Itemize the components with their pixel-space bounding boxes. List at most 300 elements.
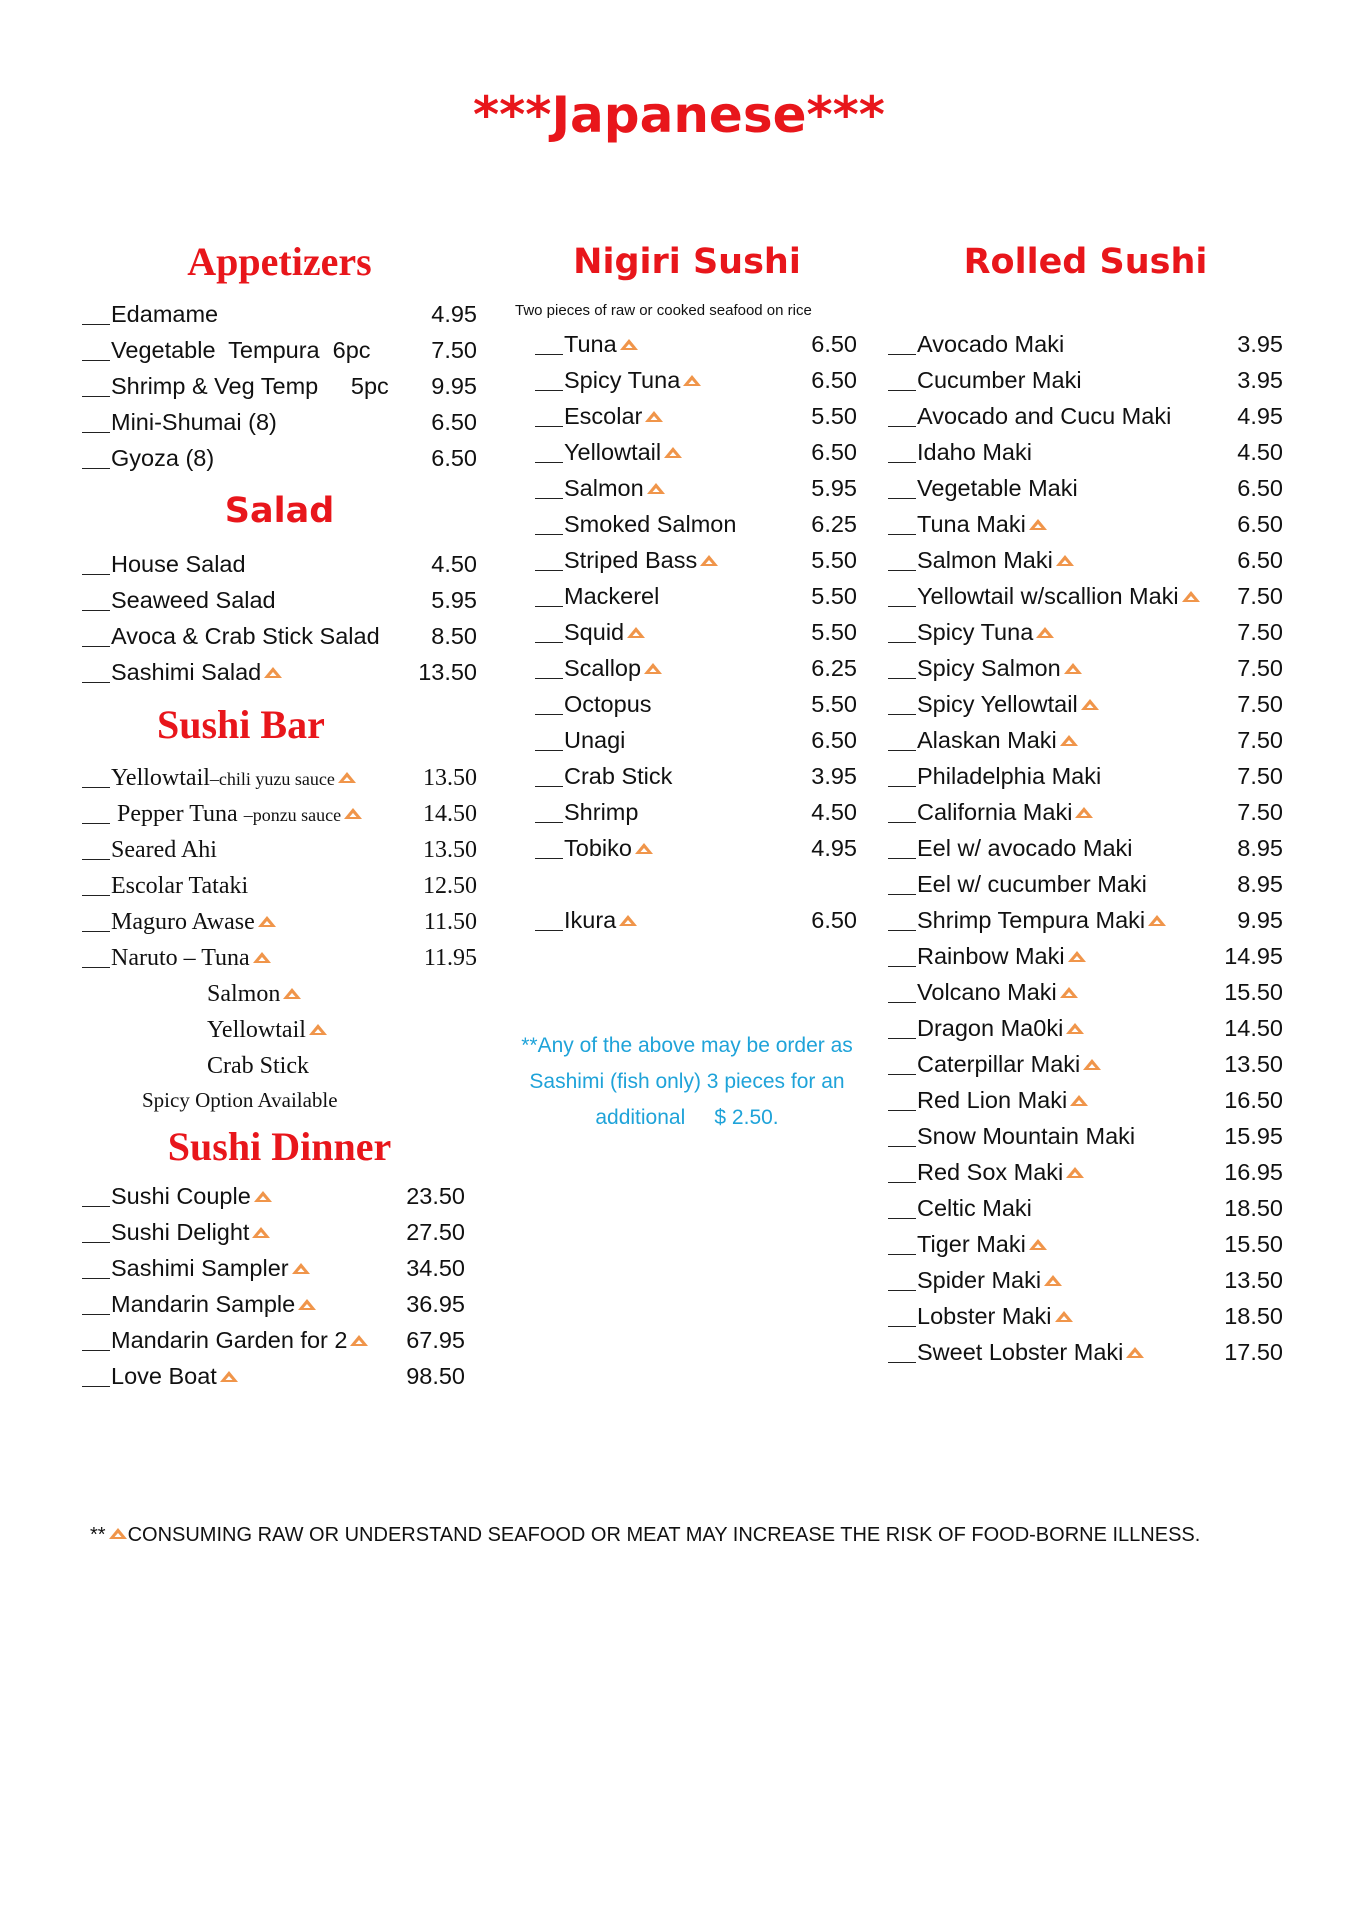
menu-item [82, 1250, 465, 1286]
naruto-option-label: Salmon [207, 981, 281, 1007]
order-blank [535, 800, 563, 823]
menu-item [888, 1010, 1283, 1046]
triangle-warning-icon [1063, 662, 1083, 675]
item-name: Octopus [564, 691, 652, 717]
order-blank [82, 660, 110, 683]
triangle-warning-icon [634, 842, 654, 855]
item-price: 13.50 [418, 659, 477, 685]
triangle-warning-icon [1181, 590, 1201, 603]
item-name: Crab Stick [564, 763, 673, 789]
menu-item [888, 542, 1283, 578]
order-blank [888, 1160, 916, 1183]
order-blank [888, 1196, 916, 1219]
item-name: Smoked Salmon [564, 511, 737, 537]
item-price: 12.50 [423, 873, 477, 899]
item-name: Squid [564, 619, 625, 645]
order-blank [82, 1328, 110, 1351]
menu-item [82, 546, 477, 582]
item-price: 5.50 [811, 619, 857, 645]
item-name: Spider Maki [917, 1267, 1042, 1293]
item-price: 8.50 [431, 623, 477, 649]
menu-item [82, 296, 477, 332]
item-name: Avocado Maki [917, 331, 1065, 357]
naruto-option-label: Yellowtail [207, 1017, 306, 1043]
order-blank [535, 476, 563, 499]
menu-item [82, 1286, 465, 1322]
menu-item [82, 1214, 465, 1250]
item-name: Scallop [564, 655, 642, 681]
order-blank [535, 440, 563, 463]
item-price: 34.50 [406, 1255, 465, 1281]
order-blank [535, 836, 563, 859]
triangle-warning-icon [1028, 518, 1048, 531]
menu-item [888, 1334, 1283, 1370]
triangle-warning-icon [699, 554, 719, 567]
item-price: 18.50 [1224, 1303, 1283, 1329]
order-blank [82, 801, 110, 824]
triangle-warning-icon [308, 1023, 328, 1036]
menu-item [82, 440, 477, 476]
item-name: Spicy Tuna [917, 619, 1034, 645]
order-blank [888, 836, 916, 859]
menu-item [82, 582, 477, 618]
order-blank [535, 332, 563, 355]
item-name: Spicy Tuna [564, 367, 681, 393]
order-blank [82, 588, 110, 611]
triangle-warning-icon [644, 410, 664, 423]
menu-item [888, 614, 1283, 650]
item-name: Escolar [564, 403, 643, 429]
triangle-warning-icon [219, 1370, 239, 1383]
order-blank [535, 692, 563, 715]
item-name: Mandarin Garden for 2 [111, 1327, 348, 1353]
item-name: Eel w/ cucumber Maki [917, 871, 1147, 897]
order-blank [535, 368, 563, 391]
nigiri-subtitle: Two pieces of raw or cooked seafood on rice [515, 302, 812, 319]
item-name: Red Lion Maki [917, 1087, 1068, 1113]
triangle-warning-icon [1080, 698, 1100, 711]
order-blank [535, 620, 563, 643]
menu-item [82, 796, 477, 832]
item-name: Tuna [564, 331, 617, 357]
item-name: Cucumber Maki [917, 367, 1082, 393]
item-price: 14.50 [423, 801, 477, 827]
item-price: 8.95 [1237, 835, 1283, 861]
item-price: 7.50 [1237, 619, 1283, 645]
item-price: 9.95 [431, 373, 477, 399]
triangle-warning-icon [1067, 950, 1087, 963]
menu-item [888, 506, 1283, 542]
menu-item [888, 938, 1283, 974]
item-name: Seaweed Salad [111, 587, 276, 613]
item-price: 7.50 [431, 337, 477, 363]
triangle-warning-icon [1035, 626, 1055, 639]
menu-item [82, 332, 477, 368]
menu-item [82, 904, 477, 940]
triangle-warning-icon [253, 1190, 273, 1203]
menu-item [82, 368, 477, 404]
order-blank [82, 410, 110, 433]
order-blank [888, 548, 916, 571]
item-name: Avocado and Cucu Maki [917, 403, 1172, 429]
order-blank [82, 1364, 110, 1387]
spicy-option-note: Spicy Option Available [142, 1088, 338, 1112]
order-blank [888, 620, 916, 643]
order-blank [535, 908, 563, 931]
menu-item [888, 1154, 1283, 1190]
item-price: 3.95 [1237, 367, 1283, 393]
menu-item [535, 398, 857, 434]
menu-item [888, 1298, 1283, 1334]
order-blank [82, 945, 110, 968]
item-price: 98.50 [406, 1363, 465, 1389]
order-blank [535, 656, 563, 679]
item-price: 36.95 [406, 1291, 465, 1317]
item-name: Yellowtail w/scallion Maki [917, 583, 1179, 609]
order-blank [888, 476, 916, 499]
order-blank [888, 980, 916, 1003]
sashimi-note-line: **Any of the above may be order as [521, 1034, 853, 1057]
page-title: ***Japanese*** [473, 86, 885, 144]
item-name: Naruto – Tuna [111, 945, 250, 971]
item-price: 23.50 [406, 1183, 465, 1209]
item-price: 6.50 [431, 409, 477, 435]
item-name: Vegetable Tempura 6pc [111, 337, 371, 363]
item-name: Lobster Maki [917, 1303, 1052, 1329]
menu-item [535, 542, 857, 578]
triangle-warning-icon [682, 374, 702, 387]
menu-item [888, 650, 1283, 686]
item-name: Mandarin Sample [111, 1291, 296, 1317]
item-name: Caterpillar Maki [917, 1051, 1081, 1077]
order-blank [535, 548, 563, 571]
item-price: 6.50 [1237, 547, 1283, 573]
order-blank [888, 332, 916, 355]
item-name: Escolar Tataki [111, 873, 249, 899]
item-price: 14.95 [1224, 943, 1283, 969]
triangle-warning-icon [626, 626, 646, 639]
triangle-warning-icon [252, 951, 272, 964]
menu-item [535, 578, 857, 614]
triangle-warning-icon [1065, 1022, 1085, 1035]
order-blank [82, 873, 110, 896]
item-price: 27.50 [406, 1219, 465, 1245]
triangle-warning-icon [618, 914, 638, 927]
item-price: 8.95 [1237, 871, 1283, 897]
item-name: Eel w/ avocado Maki [917, 835, 1133, 861]
item-price: 15.50 [1224, 1231, 1283, 1257]
sashimi-note-line: Sashimi (fish only) 3 pieces for an [529, 1070, 845, 1093]
item-price: 6.25 [811, 511, 857, 537]
triangle-warning-icon [1059, 986, 1079, 999]
menu-item [888, 362, 1283, 398]
item-price: 13.50 [423, 837, 477, 863]
item-note: –chili yuzu sauce [209, 769, 335, 789]
item-name: Shrimp Tempura Maki [917, 907, 1146, 933]
item-name: Shrimp & Veg Temp 5pc [111, 373, 389, 399]
item-name: Red Sox Maki [917, 1159, 1064, 1185]
item-name: Yellowtail [564, 439, 662, 465]
item-name: Shrimp [564, 799, 639, 825]
salad-list [82, 546, 477, 690]
item-price: 4.95 [431, 301, 477, 327]
menu-item [535, 902, 857, 938]
item-price: 6.50 [811, 439, 857, 465]
menu-item [888, 902, 1283, 938]
triangle-warning-icon [257, 915, 277, 928]
item-name: California Maki [917, 799, 1073, 825]
menu-item [888, 470, 1283, 506]
triangle-warning-icon [1065, 1166, 1085, 1179]
order-blank [535, 764, 563, 787]
menu-item [888, 1262, 1283, 1298]
item-name: Dragon Ma0ki [917, 1015, 1064, 1041]
item-price: 7.50 [1237, 691, 1283, 717]
menu-item [535, 650, 857, 686]
item-name: Salmon Maki [917, 547, 1053, 573]
naruto-option-label: Crab Stick [207, 1053, 309, 1079]
item-name: Volcano Maki [917, 979, 1057, 1005]
item-name: Tiger Maki [917, 1231, 1026, 1257]
ikura-list [517, 902, 857, 938]
item-name: Idaho Maki [917, 439, 1032, 465]
column-right [888, 240, 1283, 1370]
menu-item [888, 974, 1283, 1010]
item-name: Seared Ahi [111, 837, 217, 863]
triangle-warning-icon [619, 338, 639, 351]
triangle-warning-icon [263, 666, 283, 679]
item-price: 67.95 [406, 1327, 465, 1353]
menu-item [535, 686, 857, 722]
item-name: Sashimi Salad [111, 659, 262, 685]
item-name: Sweet Lobster Maki [917, 1339, 1124, 1365]
item-name: Rainbow Maki [917, 943, 1065, 969]
item-price: 14.50 [1224, 1015, 1283, 1041]
triangle-warning-icon [663, 446, 683, 459]
item-name: Tuna Maki [917, 511, 1026, 537]
menu-item [888, 686, 1283, 722]
menu-item [888, 830, 1283, 866]
menu-item [535, 758, 857, 794]
order-blank [888, 692, 916, 715]
item-price: 18.50 [1224, 1195, 1283, 1221]
menu-item [535, 722, 857, 758]
naruto-option [82, 976, 477, 1012]
item-price: 15.95 [1224, 1123, 1283, 1149]
item-name: Mackerel [564, 583, 660, 609]
menu-item [535, 326, 857, 362]
item-price: 5.50 [811, 691, 857, 717]
triangle-warning-icon [1043, 1274, 1063, 1287]
appetizers-list [82, 296, 477, 476]
item-name: Gyoza (8) [111, 445, 215, 471]
item-price: 6.50 [1237, 475, 1283, 501]
item-price: 6.50 [811, 331, 857, 357]
order-blank [82, 338, 110, 361]
naruto-option [82, 1048, 477, 1084]
triangle-warning-icon [291, 1262, 311, 1275]
sushi-bar-list [82, 760, 477, 976]
menu-item [535, 434, 857, 470]
menu-item [888, 398, 1283, 434]
menu-item [888, 1226, 1283, 1262]
item-price: 4.95 [811, 835, 857, 861]
item-name: Sushi Couple [111, 1183, 251, 1209]
rolled-list [888, 326, 1283, 1370]
item-name: Tobiko [564, 835, 632, 861]
order-blank [82, 624, 110, 647]
item-price: 16.95 [1224, 1159, 1283, 1185]
menu-item [888, 866, 1283, 902]
nigiri-list [517, 326, 857, 866]
item-name: Philadelphia Maki [917, 763, 1102, 789]
item-price: 6.25 [811, 655, 857, 681]
item-name: Ikura [564, 907, 617, 933]
item-name: House Salad [111, 551, 246, 577]
item-price: 3.95 [1237, 331, 1283, 357]
menu-item [888, 434, 1283, 470]
menu-item [888, 326, 1283, 362]
order-blank [535, 512, 563, 535]
item-price: 4.95 [1237, 403, 1283, 429]
rolled-title: Rolled Sushi [963, 242, 1208, 282]
item-name: Pepper Tuna [111, 801, 244, 827]
item-name: Sashimi Sampler [111, 1255, 289, 1281]
menu-item [82, 1322, 465, 1358]
order-blank [82, 1292, 110, 1315]
menu-item [535, 470, 857, 506]
order-blank [888, 584, 916, 607]
item-price: 6.50 [1237, 511, 1283, 537]
item-name: Maguro Awase [111, 909, 255, 935]
triangle-warning-icon [1125, 1346, 1145, 1359]
order-blank [888, 1016, 916, 1039]
triangle-warning-icon [1028, 1238, 1048, 1251]
item-name: Striped Bass [564, 547, 698, 573]
triangle-warning-icon [1069, 1094, 1089, 1107]
triangle-warning-icon [646, 482, 666, 495]
item-price: 6.50 [811, 727, 857, 753]
item-name: Yellowtail [111, 765, 210, 791]
order-blank [535, 584, 563, 607]
item-price: 4.50 [431, 551, 477, 577]
order-blank [888, 1304, 916, 1327]
item-name: Sushi Delight [111, 1219, 250, 1245]
item-price: 7.50 [1237, 763, 1283, 789]
triangle-warning-icon [297, 1298, 317, 1311]
menu-item [888, 1082, 1283, 1118]
item-price: 4.50 [811, 799, 857, 825]
triangle-warning-icon [349, 1334, 369, 1347]
item-name: Alaskan Maki [917, 727, 1057, 753]
menu-item [535, 794, 857, 830]
order-blank [82, 765, 110, 788]
item-price: 5.50 [811, 583, 857, 609]
naruto-option [82, 1012, 477, 1048]
footer-text: CONSUMING RAW OR UNDERSTAND SEAFOOD OR MEAT MAY INCREASE THE RISK OF FOOD-BORNE ILLNESS. [127, 1524, 1201, 1546]
triangle-warning-icon [1147, 914, 1167, 927]
menu-item [888, 758, 1283, 794]
item-name: Love Boat [111, 1363, 217, 1389]
appetizers-title: Appetizers [187, 239, 372, 284]
menu-item [82, 760, 477, 796]
order-blank [82, 837, 110, 860]
sushi-bar-title: Sushi Bar [157, 702, 325, 747]
item-price: 5.50 [811, 403, 857, 429]
triangle-warning-icon [337, 771, 357, 784]
order-blank [888, 404, 916, 427]
item-price: 13.50 [423, 765, 477, 791]
menu-item [888, 1118, 1283, 1154]
menu-item [888, 722, 1283, 758]
menu-item [82, 832, 477, 868]
menu-item [82, 1358, 465, 1394]
salad-title: Salad [224, 491, 335, 531]
menu-item [888, 794, 1283, 830]
item-price: 7.50 [1237, 727, 1283, 753]
item-name: Celtic Maki [917, 1195, 1032, 1221]
item-price: 16.50 [1224, 1087, 1283, 1113]
sashimi-note-line: additional $ 2.50. [595, 1106, 779, 1129]
triangle-warning-icon [108, 1527, 128, 1540]
item-price: 5.95 [431, 587, 477, 613]
menu-item [82, 940, 477, 976]
menu-item [82, 654, 477, 690]
order-blank [535, 728, 563, 751]
item-price: 11.50 [423, 909, 477, 935]
menu-item [888, 1190, 1283, 1226]
item-name: Spicy Yellowtail [917, 691, 1078, 717]
order-blank [888, 1232, 916, 1255]
item-price: 7.50 [1237, 655, 1283, 681]
triangle-warning-icon [251, 1226, 271, 1239]
order-blank [888, 764, 916, 787]
item-name: Snow Mountain Maki [917, 1123, 1136, 1149]
triangle-warning-icon [343, 807, 363, 820]
menu-item [535, 506, 857, 542]
item-name: Mini-Shumai (8) [111, 409, 277, 435]
order-blank [888, 368, 916, 391]
menu-item [82, 618, 477, 654]
item-name: Salmon [564, 475, 644, 501]
item-name: Spicy Salmon [917, 655, 1061, 681]
order-blank [888, 512, 916, 535]
menu-item [888, 1046, 1283, 1082]
order-blank [888, 1052, 916, 1075]
order-blank [888, 1124, 916, 1147]
order-blank [888, 872, 916, 895]
column-middle [517, 240, 857, 1136]
order-blank [888, 728, 916, 751]
order-blank [82, 909, 110, 932]
item-price: 7.50 [1237, 799, 1283, 825]
item-note: –ponzu sauce [243, 805, 342, 825]
item-price: 5.95 [811, 475, 857, 501]
order-blank [888, 1088, 916, 1111]
triangle-warning-icon [1054, 1310, 1074, 1323]
item-name: Vegetable Maki [917, 475, 1078, 501]
item-price: 17.50 [1224, 1339, 1283, 1365]
footer-prefix: ** [90, 1524, 106, 1546]
sushi-dinner-list [82, 1178, 465, 1394]
item-name: Unagi [564, 727, 626, 753]
order-blank [888, 944, 916, 967]
item-price: 6.50 [811, 907, 857, 933]
menu-item [535, 830, 857, 866]
order-blank [535, 404, 563, 427]
menu-item [82, 404, 477, 440]
item-name: Edamame [111, 301, 219, 327]
